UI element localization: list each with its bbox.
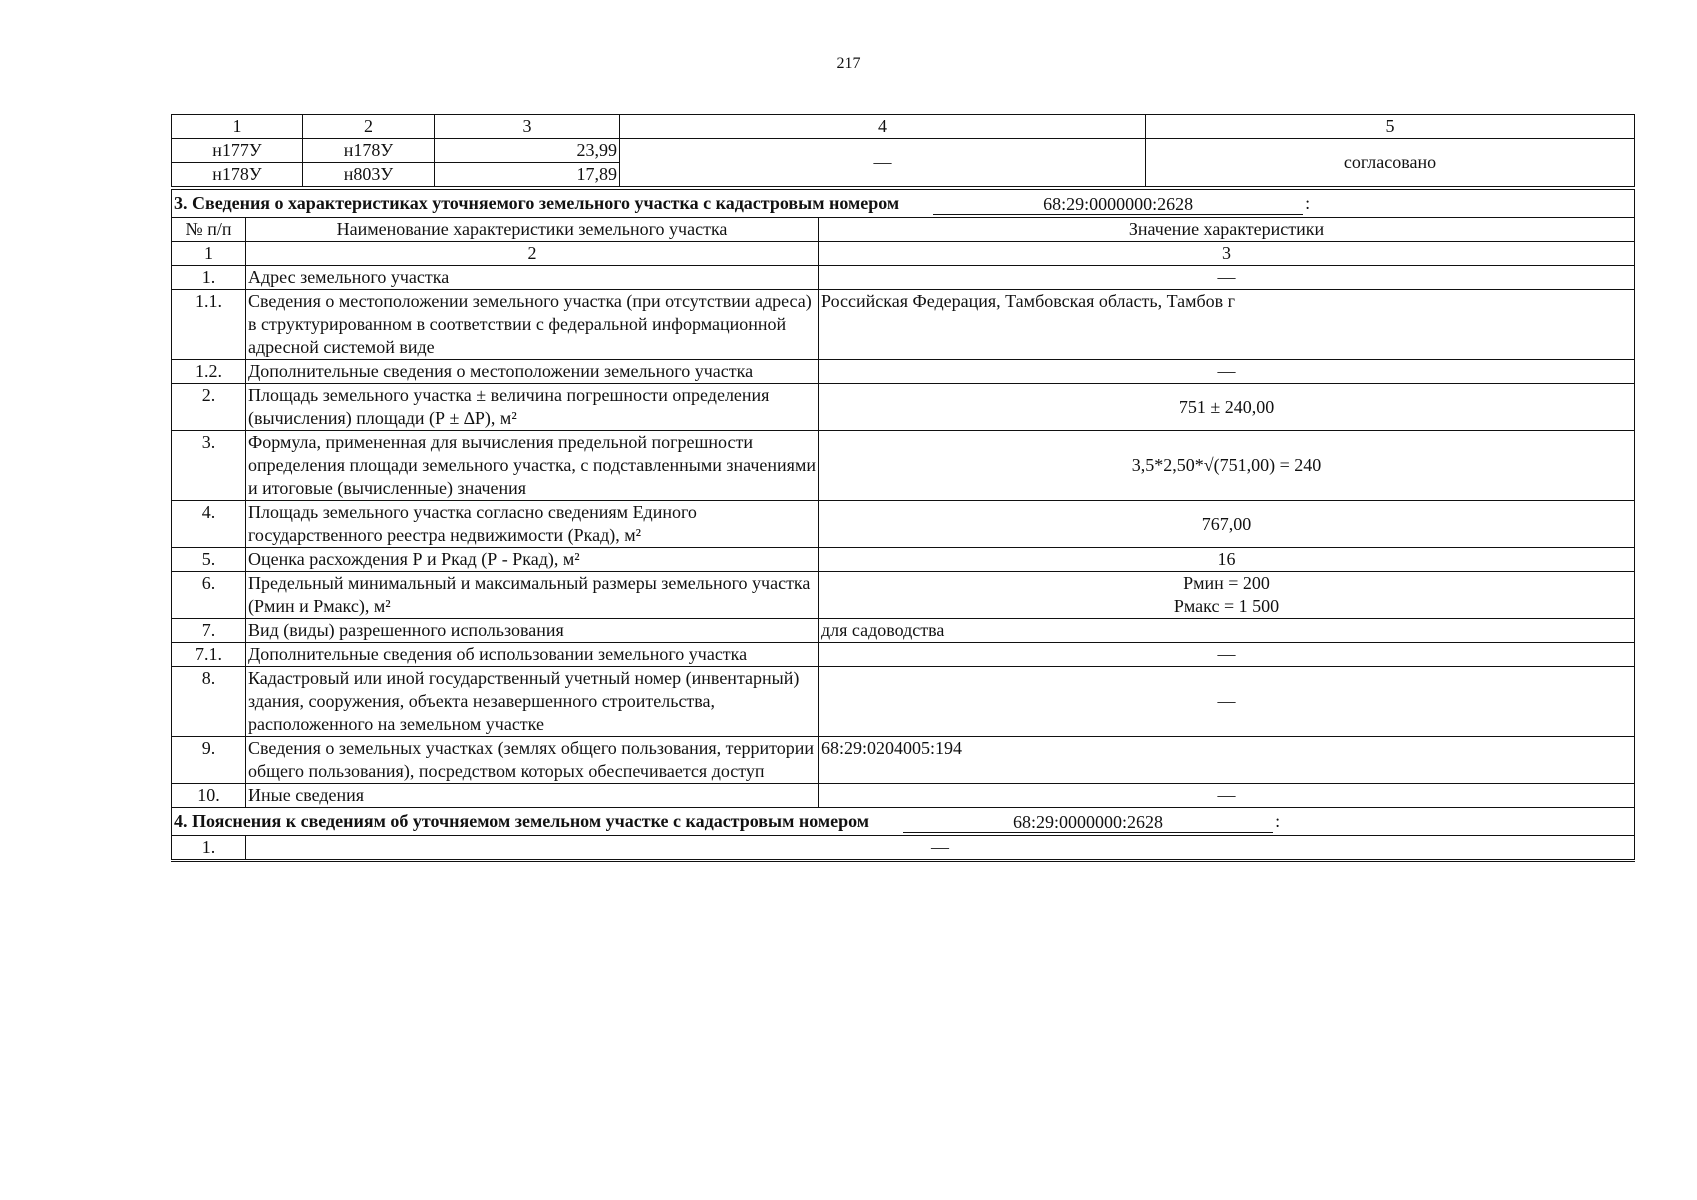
row-number: 10. — [172, 784, 246, 808]
row-number: 7. — [172, 619, 246, 643]
column-number: 1 — [172, 242, 246, 266]
row-number: 6. — [172, 572, 246, 619]
header-cell: 2 — [303, 115, 435, 139]
characteristic-name: Сведения о местоположении земельного участка (при отсутствии адреса) в структурированном в соответствии с федеральной информационной адресной системой виде — [246, 290, 819, 360]
table-row — [172, 737, 1635, 784]
characteristic-value: 751 ± 240,00 — [819, 384, 1635, 431]
table-row — [172, 384, 1635, 431]
table-row — [172, 619, 1635, 643]
characteristic-name: Дополнительные сведения об использовании земельного участка — [246, 643, 819, 667]
characteristic-value: 16 — [819, 548, 1635, 572]
row-number: 2. — [172, 384, 246, 431]
row-number: 8. — [172, 667, 246, 737]
section-3-heading-row — [172, 190, 1635, 218]
characteristic-name: Площадь земельного участка согласно сведениям Единого государственного реестра недвижимости (Ркад), м² — [246, 501, 819, 548]
characteristic-name: Адрес земельного участка — [246, 266, 819, 290]
table-header-row — [172, 115, 1635, 139]
characteristic-name: Предельный минимальный и максимальный размеры земельного участка (Рмин и Рмакс), м² — [246, 572, 819, 619]
header-cell: 4 — [620, 115, 1146, 139]
column-number: 3 — [819, 242, 1635, 266]
table-row — [172, 501, 1635, 548]
column-number: 2 — [246, 242, 819, 266]
characteristic-value: — — [819, 667, 1635, 737]
table-row — [172, 667, 1635, 737]
characteristic-value: 3,5*2,50*√(751,00) = 240 — [819, 431, 1635, 501]
characteristic-name: Сведения о земельных участках (землях общего пользования, территории общего пользования), посредством которых обеспечивается доступ — [246, 737, 819, 784]
point-to-cell: н803У — [303, 163, 435, 187]
row-number: 1. — [172, 836, 246, 861]
table-row — [172, 572, 1635, 619]
header-cell: 5 — [1146, 115, 1635, 139]
characteristic-name: Формула, примененная для вычисления предельной погрешности определения площади земельного участка, с подставленными значениями и итоговые (вычисленные) значения — [246, 431, 819, 501]
table-row — [172, 548, 1635, 572]
characteristic-value: — — [819, 784, 1635, 808]
explanation-value: — — [246, 836, 1635, 861]
table-row — [172, 836, 1635, 861]
table-row — [172, 266, 1635, 290]
characteristic-name: Площадь земельного участка ± величина погрешности определения (вычисления) площади (Р ± ∆Р), м² — [246, 384, 819, 431]
section-4-colon: : — [1275, 811, 1281, 831]
section-3-heading — [174, 192, 1632, 215]
characteristic-name: Дополнительные сведения о местоположении земельного участка — [246, 360, 819, 384]
point-from-cell: н177У — [172, 139, 303, 163]
table-row — [172, 643, 1635, 667]
characteristic-name: Иные сведения — [246, 784, 819, 808]
section-3-colon: : — [1305, 193, 1311, 213]
header-name: Наименование характеристики земельного участка — [246, 218, 819, 242]
point-from-cell: н178У — [172, 163, 303, 187]
section-4-heading — [174, 810, 1632, 833]
row-number: 5. — [172, 548, 246, 572]
characteristic-name: Кадастровый или иной государственный учетный номер (инвентарный) здания, сооружения, объекта незавершенного строительства, расположенного на земельном участке — [246, 667, 819, 737]
header-value: Значение характеристики — [819, 218, 1635, 242]
point-to-cell: н178У — [303, 139, 435, 163]
characteristic-value: 68:29:0204005:194 — [819, 737, 1635, 784]
row-number: 4. — [172, 501, 246, 548]
section-4-title: 4. Пояснения к сведениям об уточняемом земельном участке с кадастровым номером — [174, 811, 870, 831]
max-size-value: Рмакс = 1 500 — [1173, 596, 1280, 616]
characteristics-table — [171, 189, 1635, 862]
section-4-heading-row — [172, 808, 1635, 836]
owner-cell: — — [620, 139, 1146, 187]
section-3-title: 3. Сведения о характеристиках уточняемого земельного участка с кадастровым номером — [174, 193, 900, 213]
header-cell: 3 — [435, 115, 620, 139]
row-number: 7.1. — [172, 643, 246, 667]
distance-cell: 17,89 — [435, 163, 620, 187]
table-row — [172, 290, 1635, 360]
table-row — [172, 139, 1635, 163]
distance-cell: 23,99 — [435, 139, 620, 163]
characteristic-value — [819, 572, 1635, 619]
characteristic-value: для садоводства — [819, 619, 1635, 643]
row-number: 1.2. — [172, 360, 246, 384]
page-number: 217 — [836, 55, 861, 72]
min-size-value: Рмин = 200 — [1183, 573, 1270, 593]
column-number-row — [172, 242, 1635, 266]
characteristic-value: Российская Федерация, Тамбовская область, Тамбов г — [819, 290, 1635, 360]
table-row — [172, 360, 1635, 384]
header-cell: 1 — [172, 115, 303, 139]
header-num: № п/п — [172, 218, 246, 242]
table-header-row — [172, 218, 1635, 242]
row-number: 1.1. — [172, 290, 246, 360]
characteristic-value: — — [819, 266, 1635, 290]
table-row — [172, 784, 1635, 808]
characteristic-value: 767,00 — [819, 501, 1635, 548]
characteristic-value: — — [819, 360, 1635, 384]
row-number: 9. — [172, 737, 246, 784]
characteristic-name: Оценка расхождения Р и Ркад (Р - Ркад), м² — [246, 548, 819, 572]
section-3-cadastral-number: 68:29:0000000:2628 — [933, 194, 1303, 215]
section-4-cadastral-number: 68:29:0000000:2628 — [903, 812, 1273, 833]
characteristic-name: Вид (виды) разрешенного использования — [246, 619, 819, 643]
boundary-agreement-table — [171, 114, 1635, 187]
agreement-status-cell: согласовано — [1146, 139, 1635, 187]
table-row — [172, 431, 1635, 501]
row-number: 3. — [172, 431, 246, 501]
row-number: 1. — [172, 266, 246, 290]
characteristic-value: — — [819, 643, 1635, 667]
